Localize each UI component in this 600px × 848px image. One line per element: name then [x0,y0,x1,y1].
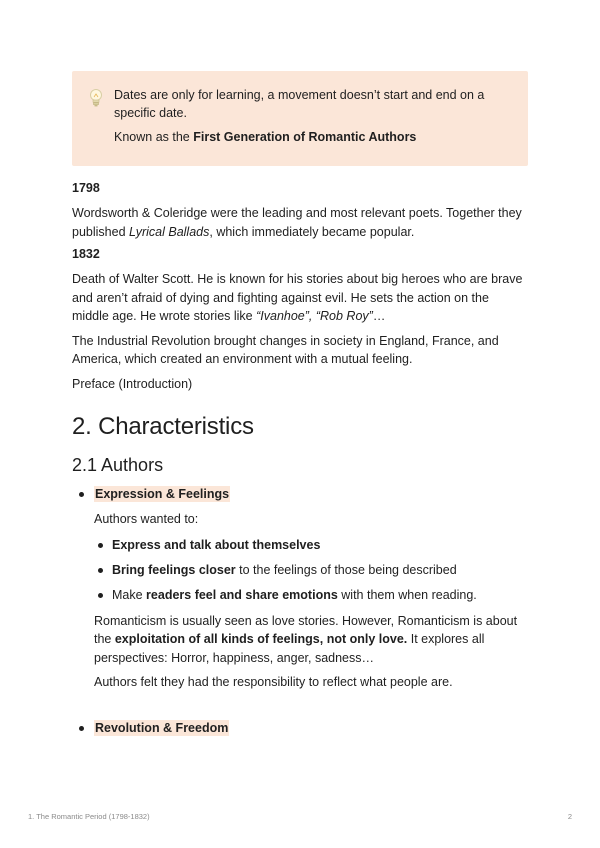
bullet-expression-label: Expression & Feelings [95,487,230,501]
bullet-dot-icon [98,543,103,548]
lightbulb-icon [88,88,110,115]
footer-title: 1. The Romantic Period (1798-1832) [28,812,150,821]
sub-bullet-share [72,586,528,604]
callout-line-2-prefix: Known as the [114,130,194,144]
paragraph-1798-a: Wordsworth & Coleridge were the leading and most relevant poets. Together they published [72,206,522,239]
bullet-dot-icon [79,492,84,497]
bullet-dot-icon [79,726,84,731]
paragraph-1798-b: , which immediately became popular. [209,224,415,239]
sub-bullet-express-text: Express and talk about themselves [112,537,321,552]
section-title: 2. Characteristics [72,413,254,440]
bullet-revolution [72,719,528,737]
sub-bullet-closer-rest: to the feelings of those being described [235,562,457,577]
paragraph-preface: Preface (Introduction) [72,376,193,391]
callout-line-1: Dates are only for learning, a movement doesn’t start and end on a specific date. [114,88,485,120]
bullet-expression [72,485,528,503]
paragraph-romanticism-bold: exploitation of all kinds of feelings, not only love. [114,632,408,646]
callout-box [72,71,528,166]
year-1832: 1832 [72,247,100,261]
sub-bullet-closer-bold: Bring feelings closer [112,562,236,577]
year-1798: 1798 [72,181,100,195]
paragraph-1832-italic: “Ivanhoe”, “Rob Roy” [256,309,373,323]
sub-bullet-share-pre: Make [112,587,147,602]
sub-bullet-share-rest: with them when reading. [337,587,477,602]
bullet-revolution-label: Revolution & Freedom [95,720,229,735]
paragraph-1798-italic: Lyrical Ballads [129,224,210,239]
callout-line-2-bold: First Generation of Romantic Authors [193,130,417,144]
paragraph-1832-a: Death of Walter Scott. He is known for his stories about big heroes who are brave and aren’t afraid of dying and fighting against evil. He sets the action on the middle age. He wrote stories like [72,272,523,323]
sub-bullet-express [72,536,528,554]
sub-bullet-closer [72,561,528,579]
bullet-dot-icon [98,593,103,598]
paragraph-1798 [72,204,528,241]
paragraph-romanticism-a: Romanticism is usually seen as love stories. However, Romanticism is about the [94,613,518,646]
paragraph-1832 [72,270,528,326]
callout-line-2 [114,128,512,146]
callout-text [114,86,512,146]
document-page [72,71,528,737]
paragraph-romanticism-b: It explores all perspectives: Horror, happiness, anger, sadness… [94,632,485,665]
paragraph-industrial: The Industrial Revolution brought changes in society in England, France, and America, which created an environment with a mutual feeling. [72,333,499,366]
bullet-expression-intro: Authors wanted to: [94,512,199,526]
paragraph-responsibility: Authors felt they had the responsibility to reflect what people are. [94,675,453,689]
paragraph-1832-b: … [372,309,386,323]
paragraph-romanticism [72,612,528,668]
bullet-dot-icon [98,568,103,573]
sub-bullet-share-bold: readers feel and share emotions [146,587,338,602]
footer-page-number: 2 [567,812,572,821]
subsection-title: 2.1 Authors [72,455,164,475]
